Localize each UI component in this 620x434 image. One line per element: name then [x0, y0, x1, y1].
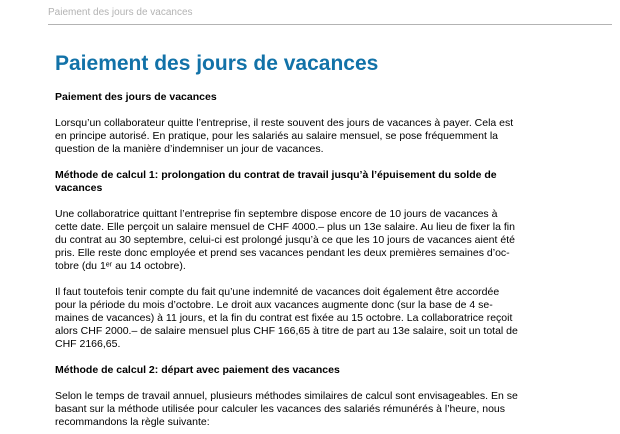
topic-header: [48, 0, 612, 25]
article-content: [0, 53, 620, 429]
section-heading-method-2: Méthode de calcul 2: départ avec paiement des vacances: [55, 364, 340, 376]
paragraph-intro: Lorsqu’un collaborateur quitte l’entreprise, il reste souvent des jours de vacances à payer. Cela est en principe autorisé. En pratique, pour les salariés au salaire mensuel, se pose fréquemment la question de la manière d’indemniser un jour de vacances.: [55, 117, 514, 155]
paragraph-method-1-example: Une collaboratrice quittant l’entreprise fin septembre dispose encore de 10 jours de vacances à cette date. Elle perçoit un salaire mensuel de CHF 4000.– plus un 13e salaire. Au lieu de fixer la fin du contrat au 30 septembre, celui-ci est prolongé jusqu’à ce que les 10 jours de vacances aient été pris. Elle reste donc employée et prend ses vacances pendant les deux premières semaines d’oc- tobre (du 1ᵉʳ au 14 octobre).: [55, 208, 515, 272]
section-heading-method-1: Méthode de calcul 1: prolongation du contrat de travail jusqu’à l’épuisement du solde de vacances: [55, 169, 497, 194]
page-title: Paiement des jours de vacances: [55, 52, 379, 75]
article-subheading: Paiement des jours de vacances: [55, 91, 217, 103]
paragraph-method-2-intro: Selon le temps de travail annuel, plusieurs méthodes similaires de calcul sont envisageables. En se basant sur la méthode utilisée pour calculer les vacances des salariés rémunérés à l’heure, nous recommandons la règle suivante:: [55, 390, 518, 428]
paragraph-method-1-indemnity: Il faut toutefois tenir compte du fait qu’une indemnité de vacances doit également être accordée pour la période du mois d’octobre. Le droit aux vacances augmente donc (sur la base de 4 se- maines de vacances) à 11 jours, et la fin du contrat est fixée au 15 octobre. La collaboratrice reçoit alors CHF 2000.– de salaire mensuel plus CHF 166,65 à titre de part au 13e salaire, soit un total de CHF 2166,65.: [55, 286, 518, 350]
topic-header-title: Paiement des jours de vacances: [48, 7, 193, 18]
